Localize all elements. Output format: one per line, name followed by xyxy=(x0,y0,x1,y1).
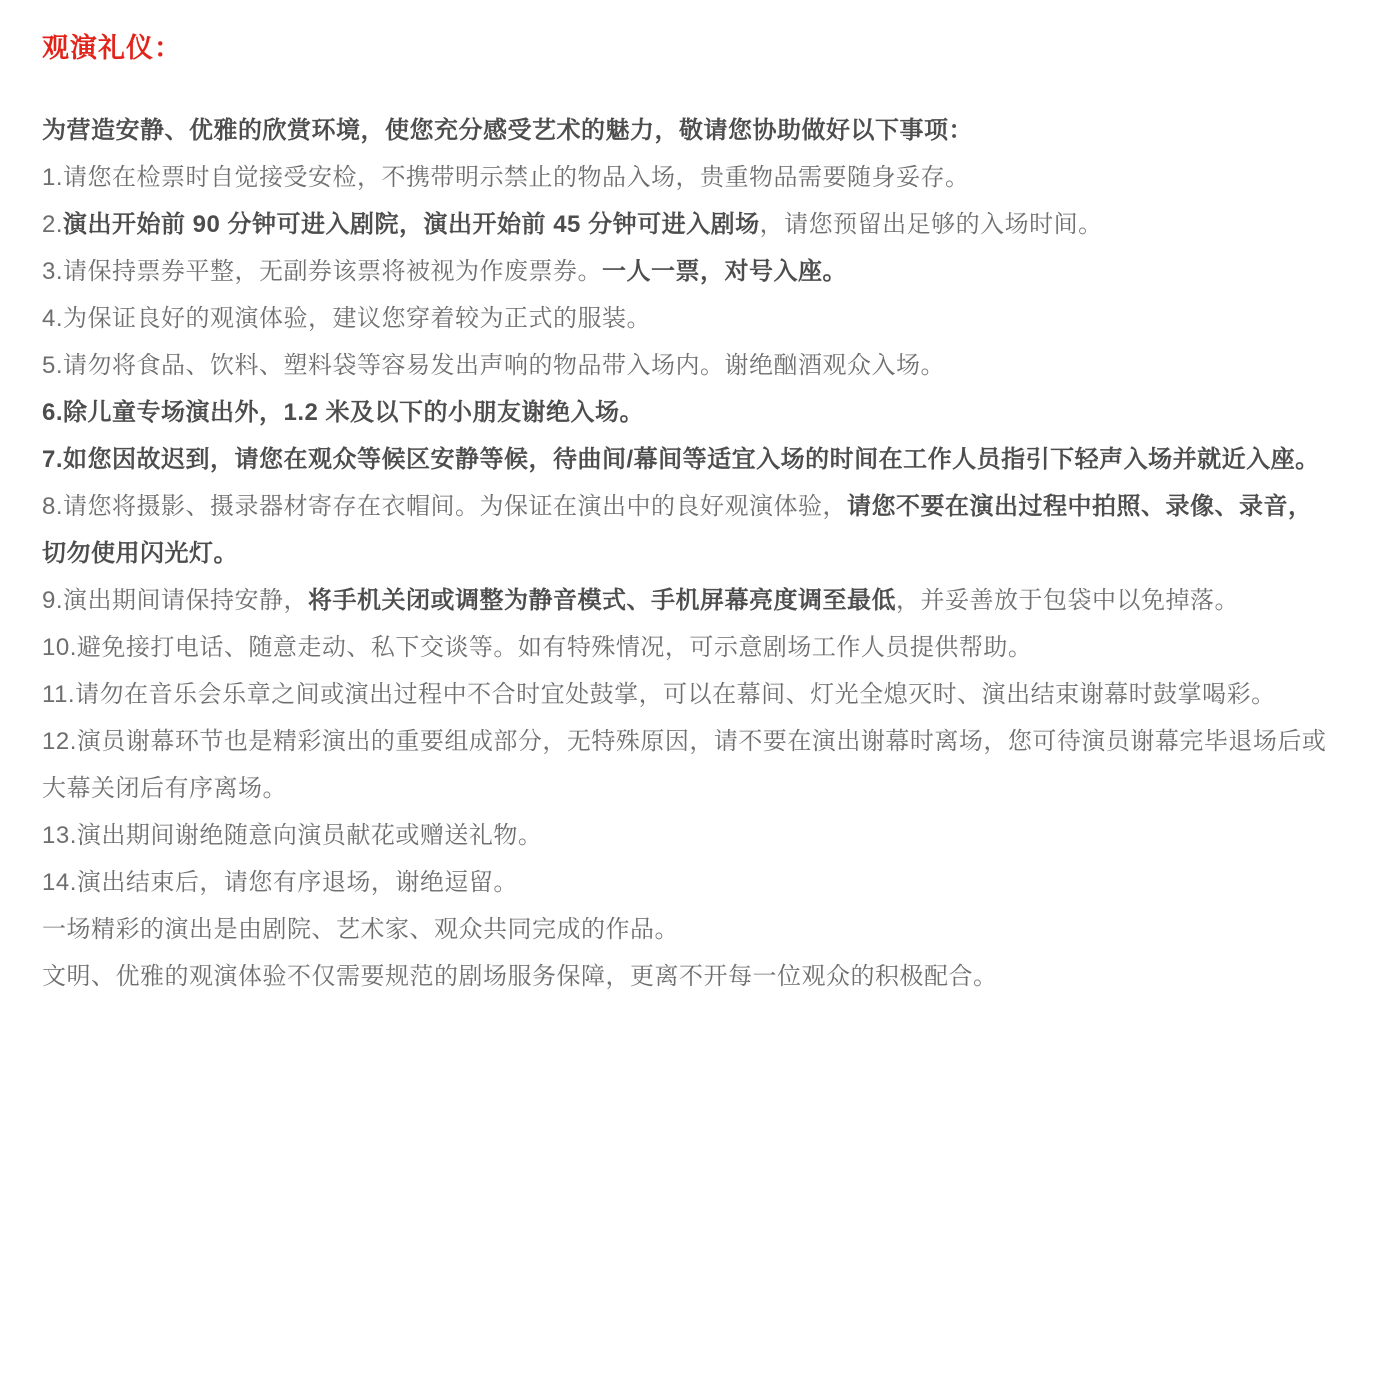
text-segment: 10.避免接打电话、随意走动、私下交谈等。如有特殊情况，可示意剧场工作人员提供帮助。 xyxy=(42,634,1033,661)
bold-text-segment: 请您不要在演出过程中拍照、录像、录音，切勿使用闪光灯。 xyxy=(42,493,1313,567)
intro-line xyxy=(42,107,1330,154)
bold-text-segment: 为营造安静、优雅的欣赏环境，使您充分感受艺术的魅力，敬请您协助做好以下事项： xyxy=(42,117,973,144)
text-segment: 4.为保证良好的观演体验，建议您穿着较为正式的服装。 xyxy=(42,305,652,332)
text-segment: 9.演出期间请保持安静， xyxy=(42,587,309,614)
rule-item-2 xyxy=(42,201,1330,248)
text-segment: 文明、优雅的观演体验不仅需要规范的剧场服务保障，更离不开每一位观众的积极配合。 xyxy=(42,963,998,990)
bold-text-segment: 演出开始前 90 分钟可进入剧院，演出开始前 45 分钟可进入剧场 xyxy=(63,211,760,238)
rule-item-5 xyxy=(42,342,1330,389)
text-segment: 13.演出期间谢绝随意向演员献花或赠送礼物。 xyxy=(42,822,543,849)
closing-line-2 xyxy=(42,953,1330,1000)
text-segment: ，并妥善放于包袋中以免掉落。 xyxy=(896,587,1240,614)
text-segment: 5.请勿将食品、饮料、塑料袋等容易发出声响的物品带入场内。谢绝酗酒观众入场。 xyxy=(42,352,946,379)
rule-item-4 xyxy=(42,295,1330,342)
text-segment: ，请您预留出足够的入场时间。 xyxy=(759,211,1103,238)
closing-line-1 xyxy=(42,906,1330,953)
text-segment: 2. xyxy=(42,211,64,238)
rule-item-6 xyxy=(42,389,1330,436)
text-segment: 14.演出结束后，请您有序退场，谢绝逗留。 xyxy=(42,869,518,896)
text-segment: 一场精彩的演出是由剧院、艺术家、观众共同完成的作品。 xyxy=(42,916,679,943)
rule-item-8 xyxy=(42,483,1330,577)
rule-item-14 xyxy=(42,859,1330,906)
rule-item-11 xyxy=(42,671,1330,718)
rule-item-1 xyxy=(42,154,1330,201)
bold-text-segment: 将手机关闭或调整为静音模式、手机屏幕亮度调至最低 xyxy=(308,587,897,614)
text-segment: 12.演员谢幕环节也是精彩演出的重要组成部分，无特殊原因，请不要在演出谢幕时离场，您可待演员谢幕完毕退场后或大幕关闭后有序离场。 xyxy=(42,728,1327,802)
rule-item-7 xyxy=(42,436,1330,483)
paragraph-list xyxy=(42,107,1330,1000)
text-segment: 3.请保持票券平整，无副券该票将被视为作废票券。 xyxy=(42,258,603,285)
rule-item-12 xyxy=(42,718,1330,812)
bold-text-segment: 一人一票，对号入座。 xyxy=(602,258,848,285)
rule-item-10 xyxy=(42,624,1330,671)
rule-item-3 xyxy=(42,248,1330,295)
rule-item-9 xyxy=(42,577,1330,624)
page-title: 观演礼仪： xyxy=(42,33,182,63)
bold-text-segment: 7.如您因故迟到，请您在观众等候区安静等候，待曲间/幕间等适宜入场的时间在工作人员指引下轻声入场并就近入座。 xyxy=(42,446,1320,473)
text-segment: 11.请勿在音乐会乐章之间或演出过程中不合时宜处鼓掌，可以在幕间、灯光全熄灭时、演出结束谢幕时鼓掌喝彩。 xyxy=(42,681,1276,708)
rule-item-13 xyxy=(42,812,1330,859)
bold-text-segment: 6.除儿童专场演出外，1.2 米及以下的小朋友谢绝入场。 xyxy=(42,399,645,426)
text-segment: 1.请您在检票时自觉接受安检，不携带明示禁止的物品入场，贵重物品需要随身妥存。 xyxy=(42,164,970,191)
text-segment: 8.请您将摄影、摄录器材寄存在衣帽间。为保证在演出中的良好观演体验， xyxy=(42,493,848,520)
